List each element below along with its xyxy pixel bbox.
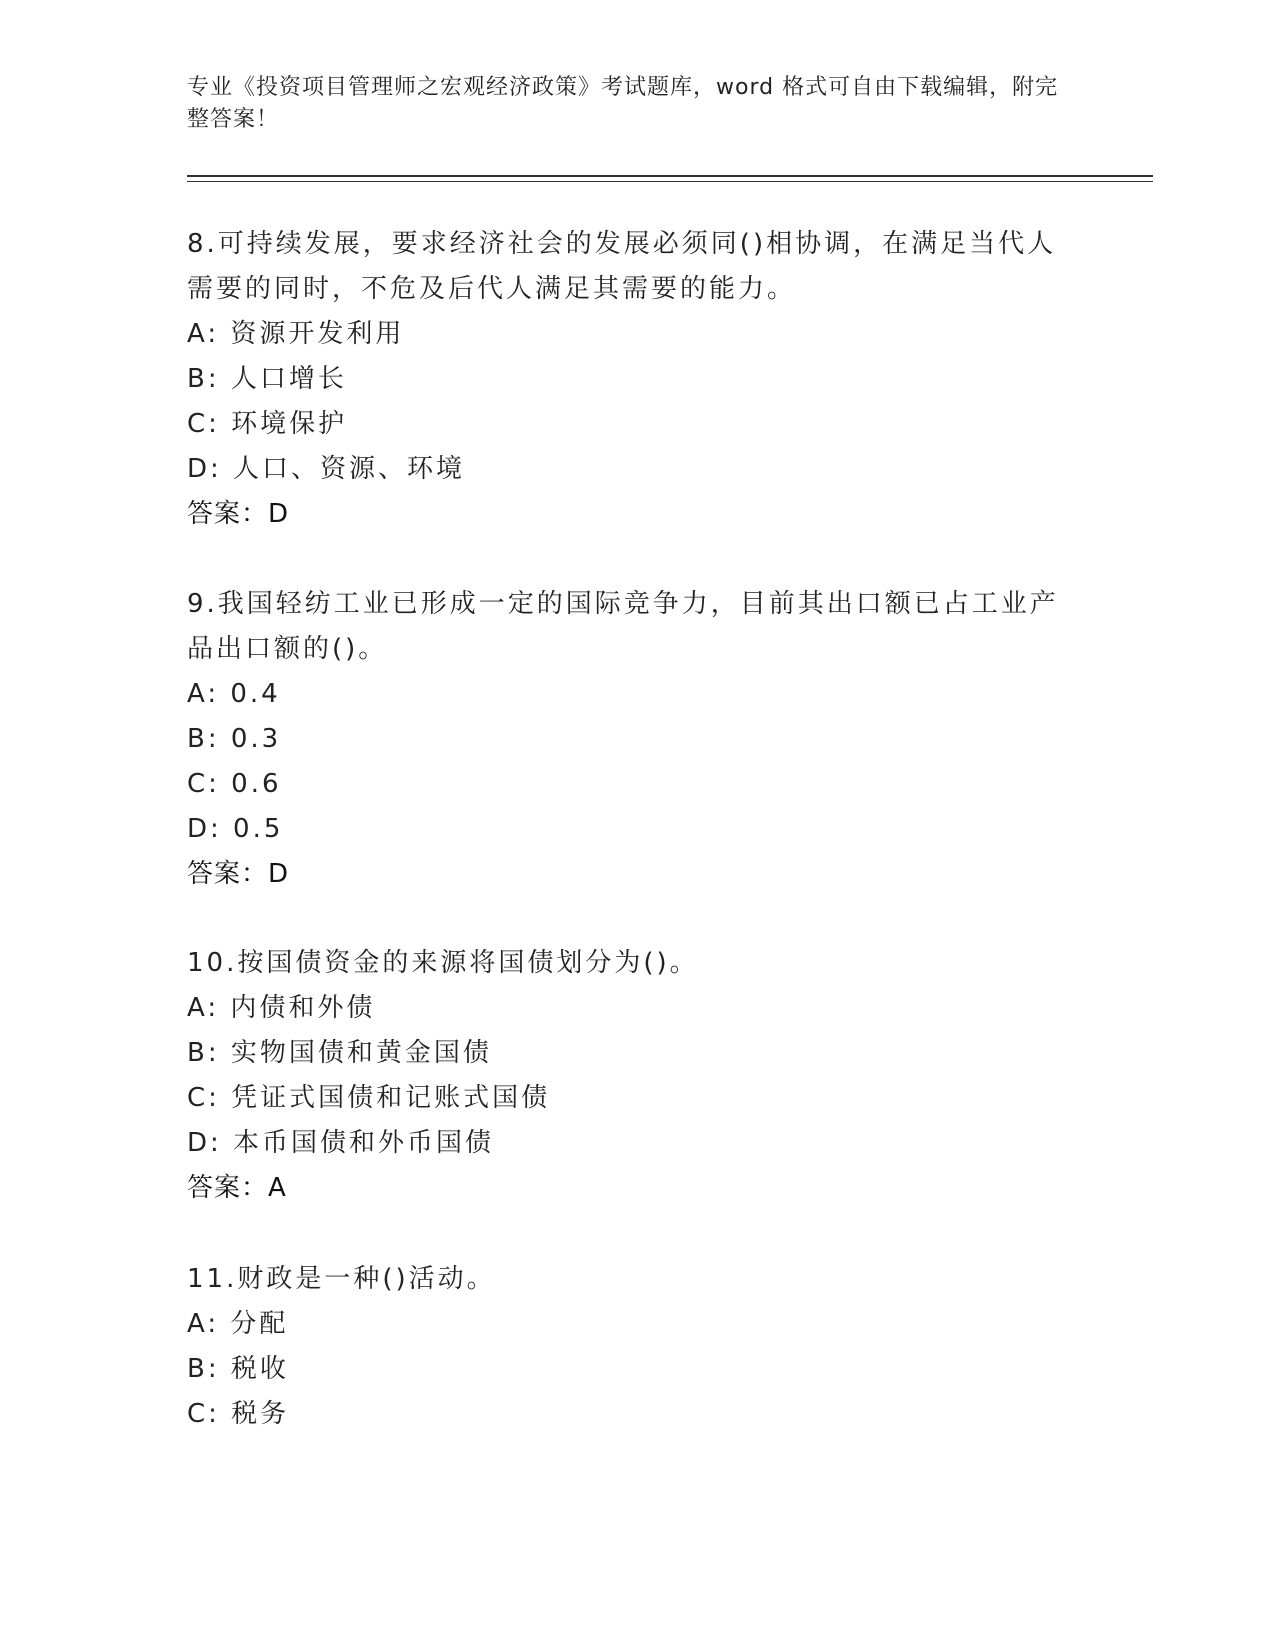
option-b: B: 实物国债和黄金国债 — [187, 1038, 492, 1068]
option-c: C: 凭证式国债和记账式国债 — [187, 1083, 551, 1113]
question-10 — [187, 941, 1067, 1211]
option-a: A: 分配 — [187, 1309, 289, 1339]
option-a: A: 内债和外债 — [187, 993, 376, 1023]
option-a: A: 0.4 — [187, 679, 281, 709]
option-b: B: 税收 — [187, 1354, 289, 1384]
option-d: D: 人口、资源、环境 — [187, 454, 466, 484]
option-b: B: 0.3 — [187, 724, 282, 754]
header-divider-thin — [187, 181, 1153, 182]
option-d: D: 0.5 — [187, 814, 284, 844]
option-c: C: 环境保护 — [187, 409, 348, 439]
question-11 — [187, 1257, 1067, 1437]
question-stem: 8.可持续发展，要求经济社会的发展必须同()相协调，在满足当代人需要的同时，不危及后代人满足其需要的能力。 — [187, 229, 1057, 304]
header-divider — [187, 175, 1153, 177]
answer-line: 答案：D — [187, 859, 290, 889]
question-stem: 10.按国债资金的来源将国债划分为()。 — [187, 948, 699, 978]
question-stem: 9.我国轻纺工业已形成一定的国际竞争力，目前其出口额已占工业产品出口额的()。 — [187, 589, 1059, 664]
question-8 — [187, 222, 1067, 537]
question-stem: 11.财政是一种()活动。 — [187, 1264, 496, 1294]
option-d: D: 本币国债和外币国债 — [187, 1128, 495, 1158]
answer-line: 答案：A — [187, 1173, 287, 1203]
document-header: 专业《投资项目管理师之宏观经济政策》考试题库，word 格式可自由下载编辑，附完整答案！ — [187, 75, 1059, 132]
option-a: A: 资源开发利用 — [187, 319, 405, 349]
option-c: C: 0.6 — [187, 769, 282, 799]
question-9 — [187, 582, 1067, 897]
option-b: B: 人口增长 — [187, 364, 347, 394]
option-c: C: 税务 — [187, 1399, 290, 1429]
answer-line: 答案：D — [187, 499, 290, 529]
